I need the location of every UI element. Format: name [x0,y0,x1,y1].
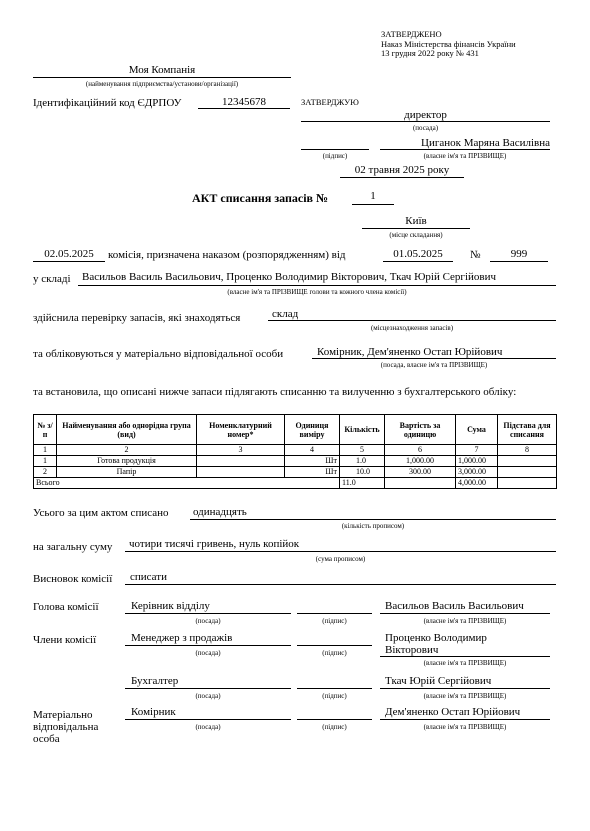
total-sum: 4,000.00 [456,478,498,489]
act-title: АКТ списання запасів № [192,191,329,205]
chair-position-caption: (посада) [195,617,221,625]
members-label: Члени комісії [33,634,97,646]
act-number: 1 [370,190,376,202]
row-unit-price: 300.00 [385,467,456,478]
mro-name-caption: (власне ім'я та ПРІЗВИЩЕ) [423,723,507,731]
responsible-label: та обліковуються у матеріально відповідальної особи [33,348,284,360]
member1-position: Менеджер з продажів [131,632,233,644]
act-place: Київ [405,215,427,227]
mro-sign-caption: (підпис) [322,723,347,731]
chair-sign-caption: (підпис) [322,617,347,625]
col-number: 6 [385,445,456,456]
table-number-row [34,445,557,456]
location-caption: (місцезнаходження запасів) [370,324,454,332]
row-quantity: 10.0 [340,467,385,478]
row-nomenclature [197,456,285,467]
row-unit: Шт [285,467,340,478]
approval-date: 13 грудня 2022 року № 431 [381,48,479,58]
conclusion-label: Висновок комісії [33,573,113,585]
row-unit-price: 1,000.00 [385,456,456,467]
composition-caption: (власне ім'я та ПРІЗВИЩЕ голови та кожного члена комісії) [227,288,407,296]
sum-caption: (сума прописом) [315,555,366,563]
mro-position: Комірник [131,706,176,718]
mro-label-1: Матеріально [33,709,93,721]
row-reason [498,467,557,478]
row-name: Папір [57,467,197,478]
chair-name: Васильов Василь Васильович [385,600,524,612]
row-no: 1 [34,456,57,467]
approve-position-caption: (посада) [412,124,439,132]
chair-name-caption: (власне ім'я та ПРІЗВИЩЕ) [423,617,507,625]
edrpou-value: 12345678 [222,96,266,108]
table-row [34,456,557,467]
commission-text: комісія, призначена наказом (розпорядженням) від [108,249,346,261]
header-unit: Одиниця виміру [285,415,340,445]
row-unit: Шт [285,456,340,467]
location-value: склад [272,308,299,320]
total-label: Всього [34,478,340,489]
member2-position: Бухгалтер [131,675,179,687]
header-nomenclature: Номенклатурний номер* [197,415,285,445]
header-quantity: Кількість [340,415,385,445]
statement: та встановила, що описані нижче запаси підлягають списанню та вилученню з бухгалтерського обліку: [33,386,517,398]
table-row [34,467,557,478]
org-name-caption: (найменування підприємства/установи/організації) [85,80,239,88]
approval-order: Наказ Міністерства фінансів України [381,39,516,49]
chair-label: Голова комісії [33,601,99,613]
approval-title: ЗАТВЕРДЖЕНО [381,29,442,39]
approve-date: 02 травня 2025 року [354,164,450,176]
header-unit-price: Вартість за одиницю [385,415,456,445]
mro-label-2: відповідальна [33,721,99,733]
col-number: 5 [340,445,385,456]
header-name: Найменування або однорідна група (вид) [57,415,197,445]
member2-name: Ткач Юрій Сергійович [385,675,492,687]
mro-name: Дем'яненко Остап Юрійович [385,706,521,718]
order-no-label: № [470,249,481,261]
row-reason [498,456,557,467]
approve-name-caption: (власне ім'я та ПРІЗВИЩЕ) [423,152,507,160]
responsible-caption: (посада, власне ім'я та ПРІЗВИЩЕ) [380,361,488,369]
table-header-row [34,415,557,445]
chair-position: Керівник відділу [131,600,210,612]
header-reason: Підстава для списання [498,415,557,445]
member1-name-line2: Вікторович [385,644,439,656]
member2-name-caption: (власне ім'я та ПРІЗВИЩЕ) [423,692,507,700]
member2-position-caption: (посада) [195,692,221,700]
member1-name-caption: (власне ім'я та ПРІЗВИЩЕ) [423,659,507,667]
inventory-table [33,414,557,489]
composition-label: у складі [33,273,71,285]
responsible-value: Комірник, Дем'яненко Остап Юрійович [317,346,503,358]
mro-label-3: особа [33,733,60,745]
count-value: одинадцять [193,506,247,518]
col-number: 8 [498,445,557,456]
org-name: Моя Компанія [128,64,196,76]
row-no: 2 [34,467,57,478]
conclusion-value: списати [130,571,167,583]
header-sum: Сума [456,415,498,445]
mro-position-caption: (посада) [195,723,221,731]
count-label: Усього за цим актом списано [33,507,169,519]
edrpou-label: Ідентифікаційний код ЄДРПОУ [33,97,182,109]
col-number: 7 [456,445,498,456]
row-name: Готова продукція [57,456,197,467]
member1-sign-caption: (підпис) [322,649,347,657]
member1-name-line1: Проценко Володимир [385,632,487,644]
act-date: 02.05.2025 [44,248,94,260]
order-no: 999 [510,248,528,260]
row-sum: 3,000.00 [456,467,498,478]
count-caption: (кількість прописом) [341,522,405,530]
member1-position-caption: (посада) [195,649,221,657]
composition-value: Васильов Василь Васильович, Проценко Володимир Вікторович, Ткач Юрій Сергійович [82,271,497,283]
col-number: 2 [57,445,197,456]
order-date: 01.05.2025 [393,248,443,260]
act-place-caption: (місце складання) [389,231,443,239]
approve-name: Циганок Маряна Василівна [421,137,550,149]
approve-label: ЗАТВЕРДЖУЮ [301,97,359,107]
row-nomenclature [197,467,285,478]
approve-sign-caption: (підпис) [322,152,348,160]
col-number: 4 [285,445,340,456]
row-sum: 1,000.00 [456,456,498,467]
col-number: 1 [34,445,57,456]
total-reason [498,478,557,489]
sum-value: чотири тисячі гривень, нуль копійок [129,538,300,550]
row-quantity: 1.0 [340,456,385,467]
total-unit-price [385,478,456,489]
sum-label: на загальну суму [33,541,113,553]
location-label: здійснила перевірку запасів, які знаходяться [33,312,241,324]
header-no: № з/п [34,415,57,445]
total-quantity: 11.0 [340,478,385,489]
table-total-row [34,478,557,489]
member2-sign-caption: (підпис) [322,692,347,700]
col-number: 3 [197,445,285,456]
approve-position: директор [404,109,447,121]
